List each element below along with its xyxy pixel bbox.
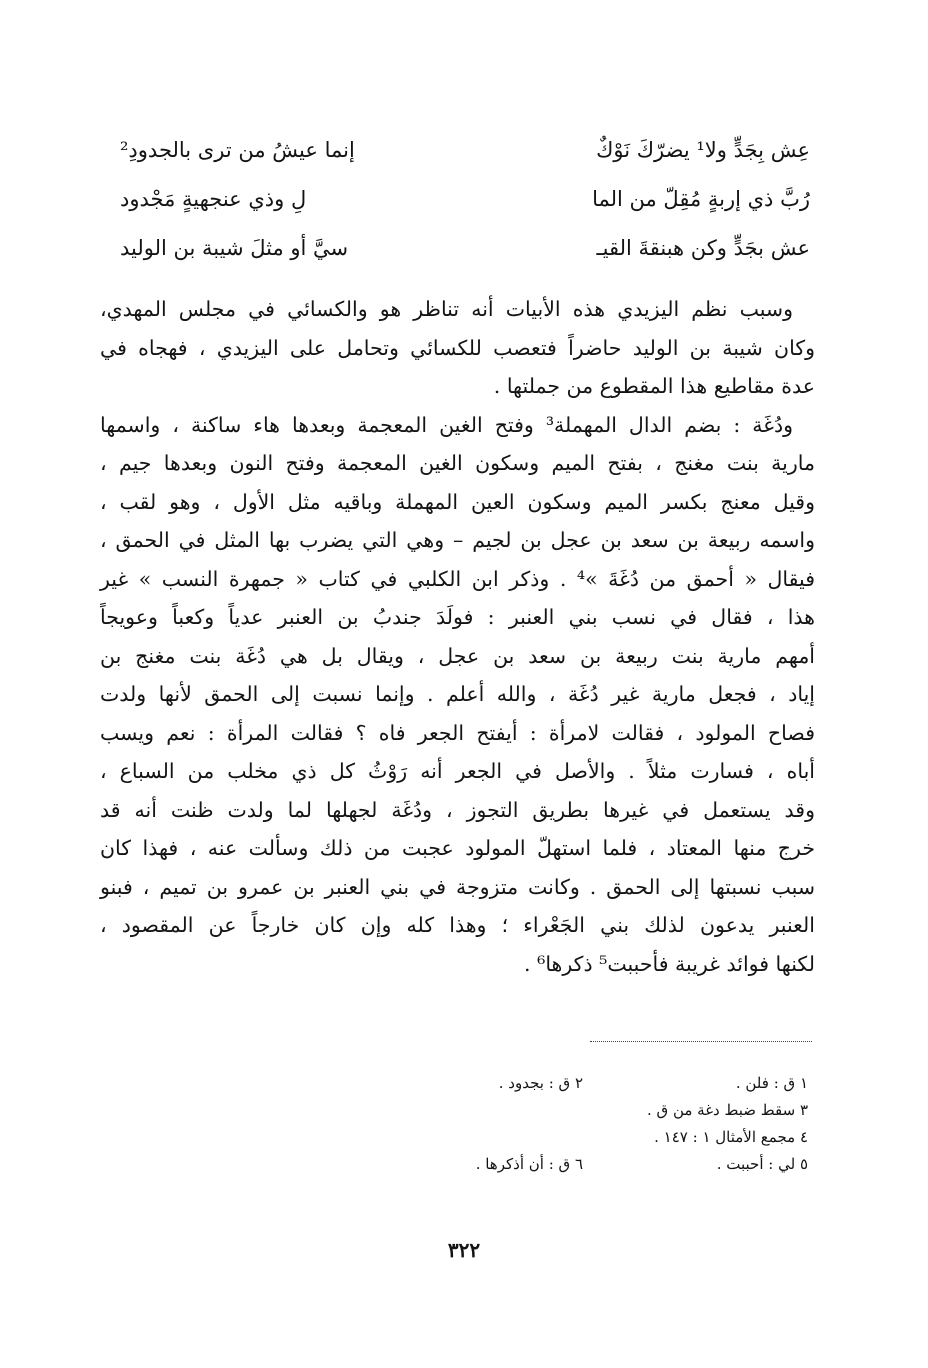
text-line: خرج منها المعتاد ، فلما استهلّ المولود عجبت من ذلك وسألت عنه ، فهذا كان bbox=[100, 836, 815, 860]
paragraph-1 bbox=[100, 290, 815, 406]
footnote: ٥ لي : أحببت . bbox=[716, 1155, 808, 1173]
verse-line bbox=[120, 187, 810, 236]
text-line: عدة مقاطيع هذا المقطوع من جملتها . bbox=[493, 374, 815, 398]
footnote: ٢ ق : بجدود . bbox=[498, 1074, 583, 1092]
text-line: وقيل معنج بكسر الميم وسكون العين المهملة وباقيه مثل الأول ، وهو لقب ، bbox=[100, 489, 815, 514]
text-line: وقد يستعمل في غيرها بطريق التجوز ، ودُغَة لجهلها لما ولدت ظنت أنه قد bbox=[100, 797, 815, 822]
footnotes bbox=[380, 1070, 808, 1178]
text-line: سبب نسبتها إلى الحمق . وكانت متزوجة في بني العنبر بن عمرو بن تميم ، فبنو bbox=[100, 874, 815, 899]
paragraph-2 bbox=[100, 406, 815, 984]
footnote-row bbox=[380, 1097, 808, 1124]
footnote: ٤ مجمع الأمثال ١ : ١٤٧ . bbox=[654, 1128, 808, 1146]
hemistich-second: إنما عيشُ من ترى بالجدودِ² bbox=[120, 138, 355, 162]
text-line: مارية بنت مغنج ، بفتح الميم وسكون الغين المعجمة وفتح النون وبعدها جيم ، bbox=[100, 451, 815, 475]
poem-block bbox=[120, 138, 810, 285]
hemistich-second: لِ وذي عنجهيةٍ مَجْدود bbox=[120, 187, 307, 211]
text-line: ودُغَة : بضم الدال المهملة³ وفتح الغين المعجمة وبعدها هاء ساكنة ، واسمها bbox=[100, 412, 793, 437]
footnote-row bbox=[380, 1151, 808, 1178]
footnote-row bbox=[380, 1070, 808, 1097]
text-line: هذا ، فقال في نسب بني العنبر : فولَدَ جندبُ بن العنبر عدياً وكعباً وعويجاً bbox=[100, 605, 815, 629]
text-line: أمهم مارية بنت ربيعة بن سعد بن عجل ، ويقال بل هي دُغَة بنت مغنج بن bbox=[100, 643, 815, 668]
page-number: ٣٢٢ bbox=[447, 1238, 481, 1262]
verse-line bbox=[120, 236, 810, 285]
text-line: إياد ، فجعل مارية غير دُغَة ، والله أعلم . وإنما نسبت إلى الحمق لأنها ولدت bbox=[100, 682, 815, 706]
text-line: العنبر يدعون لذلك بني الجَعْراء ؛ وهذا كله وإن كان خارجاً عن المقصود ، bbox=[100, 913, 815, 937]
hemistich-first: عِش بِجَدٍّ ولا¹ يضرّكَ نَوْكٌ bbox=[596, 138, 810, 162]
footnote: ١ ق : فلن . bbox=[735, 1074, 808, 1092]
hemistich-first: رُبَّ ذي إربةٍ مُقِلّ من الما bbox=[592, 187, 810, 211]
verse-line bbox=[120, 138, 810, 187]
text-line: لكنها فوائد غريبة فأحببت⁵ ذكرها⁶ . bbox=[524, 951, 815, 976]
prose-body bbox=[100, 290, 815, 983]
footnote: ٦ ق : أن أذكرها . bbox=[475, 1155, 583, 1173]
text-line: وكان شيبة بن الوليد حاضراً فتعصب للكسائي وتحامل على اليزيدي ، فهجاه في bbox=[100, 335, 815, 360]
text-line: فيقال « أحمق من دُغَةَ »⁴ . وذكر ابن الكلبي في كتاب « جمهرة النسب » غير bbox=[100, 566, 815, 591]
text-line: أباه ، فسارت مثلاً . والأصل في الجعر أنه رَوْثُ كل ذي مخلب من السباع ، bbox=[100, 759, 815, 783]
text-line: وسبب نظم اليزيدي هذه الأبيات أنه تناظر هو والكسائي في مجلس المهدي، bbox=[100, 297, 793, 321]
hemistich-second: سيَّ أو مثلَ شيبة بن الوليد bbox=[120, 236, 349, 260]
footnote-separator bbox=[590, 1041, 812, 1042]
hemistich-first: عش بجَدٍّ وكن هبنقةَ القيـ bbox=[596, 236, 810, 260]
footnote: ٣ سقط ضبط دغة من ق . bbox=[647, 1101, 808, 1119]
text-line: واسمه ربيعة بن سعد بن عجل بن لجيم – وهي التي يضرب بها المثل في الحمق ، bbox=[100, 528, 815, 552]
text-line: فصاح المولود ، فقالت لامرأة : أيفتح الجعر فاه ؟ فقالت المرأة : نعم ويسب bbox=[100, 720, 815, 745]
footnote-row bbox=[380, 1124, 808, 1151]
